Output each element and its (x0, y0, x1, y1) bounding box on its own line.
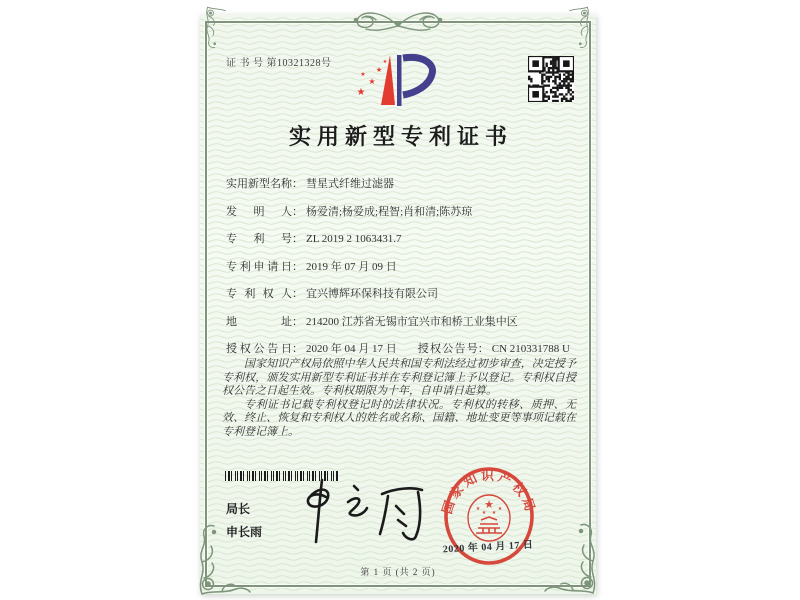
svg-text:★: ★ (491, 510, 497, 516)
colon: ： (292, 233, 303, 245)
field-row-grant (226, 340, 570, 356)
page-number: 第 1 页 (共 2 页) (360, 567, 436, 577)
body-paragraph-1: 国家知识产权局依照中华人民共和国专利法经过初步审查，决定授予专利权，颁发实用新型专利证书并在专利登记簿上予以登记。专利权自授权公告之日起生效。专利权期限为十年，自申请日起算。 (222, 358, 576, 398)
field-label: 专利申请日 (226, 261, 292, 273)
seal-arc-text: 国家知识产权局 (439, 467, 539, 516)
field-value: ZL 2019 2 1063431.7 (306, 233, 402, 245)
field-value: 彗星式纤维过滤器 (306, 178, 394, 190)
qr-modules (528, 56, 574, 102)
field-row-patentee (226, 285, 438, 301)
colon: ： (292, 206, 303, 218)
logo-stem (397, 55, 402, 106)
field-row-address (226, 313, 518, 329)
svg-text:★: ★ (484, 498, 494, 511)
field-value: 宜兴博辉环保科技有限公司 (306, 288, 438, 300)
logo-stars (357, 59, 388, 98)
field-value: 214200 江苏省无锡市宜兴市和桥工业集中区 (306, 316, 518, 328)
field-value: CN 210331788 U (491, 343, 570, 355)
qr-code (528, 56, 574, 102)
svg-text:★: ★ (368, 77, 376, 86)
certificate-paper (200, 14, 596, 594)
certificate-title: 实用新型专利证书 (288, 124, 513, 149)
field-row-name (226, 175, 394, 191)
field-value: 杨爱清;杨爱成;程智;肖和清;陈苏琼 (306, 206, 473, 218)
svg-text:★: ★ (497, 506, 503, 512)
field-value: 2019 年 07 月 09 日 (306, 261, 397, 273)
colon: ： (292, 316, 303, 328)
body-paragraph-2: 专利证书记载专利权登记时的法律状况。专利权的转移、质押、无效、终止、恢复和专利权人的姓名或名称、国籍、地址变更等事项记载在专利登记簿上。 (222, 398, 576, 438)
svg-text:★: ★ (475, 506, 481, 512)
field-label: 授权公告日 (226, 343, 292, 355)
cnipa-logo (350, 52, 444, 114)
field-row-filing-date (226, 258, 397, 274)
field-label: 专利权人 (226, 288, 292, 300)
colon: ： (292, 343, 303, 355)
svg-text:★: ★ (375, 66, 383, 74)
legal-text-block (222, 358, 576, 440)
certificate-number: 证 书 号 第10321328号 (226, 58, 332, 69)
signature-handwriting (282, 470, 440, 554)
svg-text:★: ★ (382, 59, 388, 65)
field-label: 授权公告号 (417, 343, 478, 355)
svg-text:★: ★ (360, 71, 366, 78)
colon: ： (292, 178, 303, 190)
colon: ： (477, 343, 489, 355)
field-label: 地址 (226, 316, 292, 328)
svg-text:★: ★ (481, 510, 487, 516)
colon: ： (292, 288, 303, 300)
field-row-patent-no (226, 230, 402, 246)
field-label: 发明人 (226, 206, 292, 218)
signer-name: 申长雨 (226, 525, 263, 539)
svg-text:★: ★ (356, 87, 366, 98)
field-label: 实用新型名称 (226, 178, 292, 190)
field-label: 专利号 (226, 233, 292, 245)
seal-gate (476, 517, 502, 533)
field-value: 2020 年 04 月 17 日 (306, 343, 397, 355)
logo-bowl (403, 57, 433, 95)
seal-date: 2020 年 04 月 17 日 (442, 539, 534, 556)
signer-title: 局长 (226, 502, 251, 516)
field-row-inventor (226, 203, 472, 219)
seal-emblem (476, 498, 503, 516)
colon: ： (292, 261, 303, 273)
